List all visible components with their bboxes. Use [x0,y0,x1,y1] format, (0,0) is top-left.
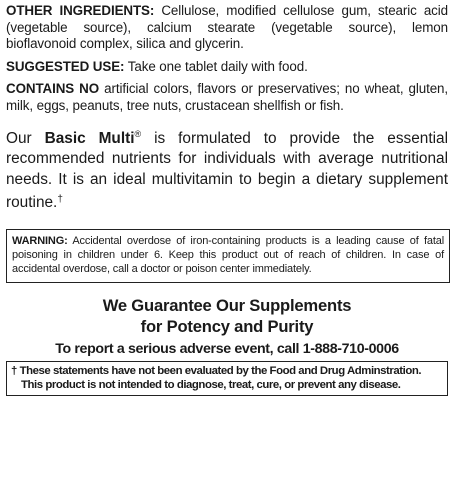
contains-no-heading: CONTAINS NO [6,81,100,97]
product-description [6,124,448,214]
warning-heading: WARNING: [12,234,68,247]
suggested-use-text: Take one tablet daily with food. [127,58,308,74]
other-ingredients-text: Cellulose, modified cellulose gum, stearic acid (vegetable source), calcium stearate (vegetable source), lemon bioflavonoid complex, silica and glycerin. [6,3,448,52]
product-name: Basic Multi [44,129,135,147]
other-ingredients-section [6,3,448,53]
contains-no-section [6,81,448,114]
adverse-event-report-line: To report a serious adverse event, call 1-888-710-0006 [55,340,399,357]
contains-no-text: artificial colors, flavors or preservatives; no wheat, gluten, milk, eggs, peanuts, tree nuts, crustacean shellfish or fish. [6,81,449,113]
other-ingredients-heading: OTHER INGREDIENTS: [6,3,155,18]
fda-disclaimer-box [6,361,448,396]
disclaimer-line-1: † These statements have not been evaluated by the Food and Drug Adminstration. [11,364,422,377]
disclaimer-line-2: This product is not intended to diagnose, treat, cure, or prevent any disease. [21,378,401,391]
description-text: is formulated to provide the essential recommended nutrients for individuals with average nutritional needs. It is an ideal multivitamin to begin a dietary supplement routine. [6,129,449,212]
suggested-use-section [6,59,448,76]
suggested-use-heading: SUGGESTED USE: [6,58,125,74]
guarantee-line-2: for Potency and Purity [140,316,314,336]
guarantee-line-1: We Guarantee Our Supplements [102,295,352,315]
description-lead: Our [6,129,32,147]
warning-box [6,229,450,283]
dagger-mark: † [57,194,63,206]
supplement-label-panel [6,0,448,396]
guarantee-statement [6,295,448,337]
warning-text: Accidental overdose of iron-containing products is a leading cause of fatal poisoning in children under 6. Keep this product out of reach of children. In case of accidental overdose, call a doctor or poison center immediately. [12,234,444,276]
registered-mark: ® [134,128,142,139]
